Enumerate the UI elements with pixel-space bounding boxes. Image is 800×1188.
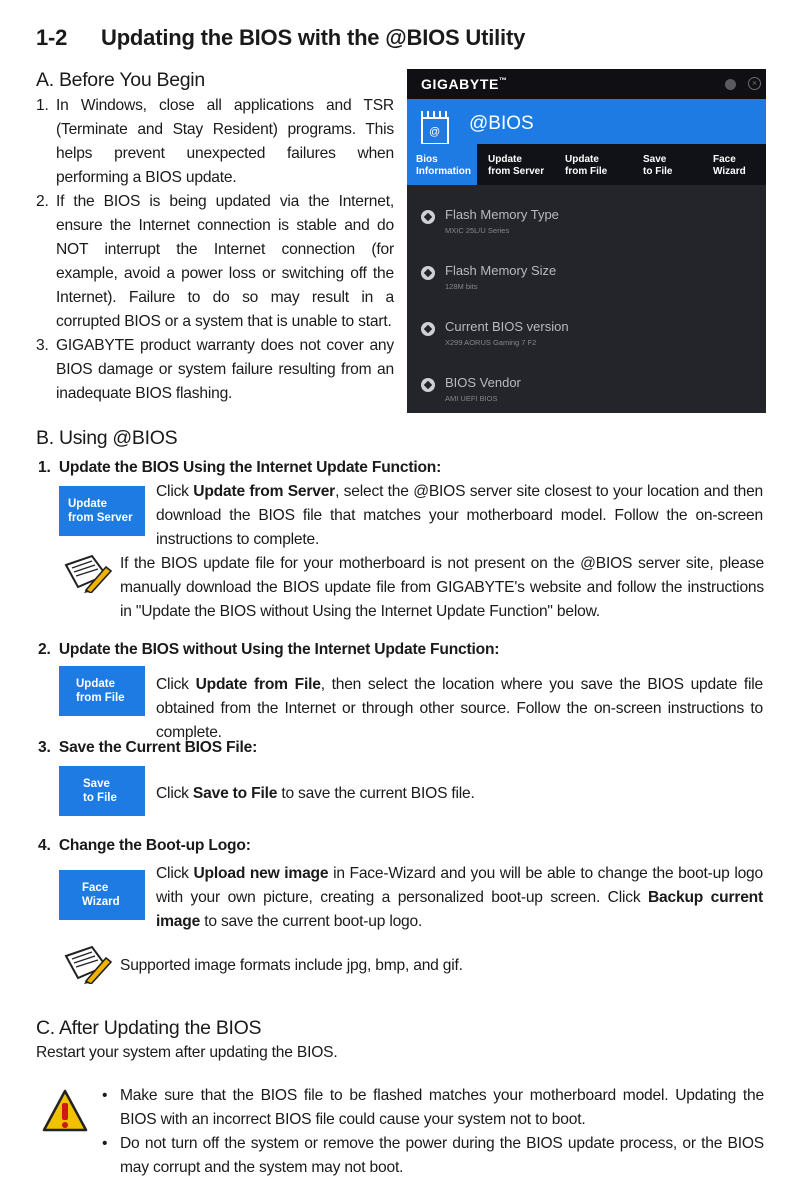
step2-title: 2. Update the BIOS without Using the Internet Update Function: xyxy=(38,641,500,658)
chip-icon xyxy=(421,117,449,145)
after-heading: C. After Updating the BIOS xyxy=(36,1017,262,1039)
face-wizard-button[interactable]: Face Wizard xyxy=(59,870,145,920)
cube-icon xyxy=(421,378,435,392)
bios-app-window xyxy=(407,69,766,413)
app-title: @BIOS xyxy=(469,113,534,134)
tab-update-from-server[interactable]: Update from Server xyxy=(488,154,545,177)
tab-face-wizard[interactable]: Face Wizard xyxy=(713,154,746,177)
cube-icon xyxy=(421,322,435,336)
step2-text: Click Update from File, then select the location where you save the BIOS update file obtained from the Internet or through other source. Follow the on-screen instructions to complete. xyxy=(156,676,763,741)
note-icon xyxy=(62,553,112,593)
step1-text: Click Update from Server, select the @BIOS server site closest to your location and then download the BIOS file that matches your motherboard model. Follow the on-screen instructions to complete. xyxy=(156,483,764,548)
brand-logo: GIGABYTE™ xyxy=(421,76,508,92)
tab-save-to-file[interactable]: Save to File xyxy=(643,154,673,177)
close-button[interactable]: × xyxy=(748,77,761,90)
after-text: Restart your system after updating the BIOS. xyxy=(36,1044,338,1061)
before-item-3: 3. GIGABYTE product warranty does not cover any BIOS damage or system failure resulting from an inadequate BIOS flashing. xyxy=(36,337,394,402)
section-title: Updating the BIOS with the @BIOS Utility xyxy=(101,25,526,50)
step4-title: 4. Change the Boot-up Logo: xyxy=(38,837,251,854)
step1-note: If the BIOS update file for your motherboard is not present on the @BIOS server site, please manually download the BIOS update file from GIGABYTE's website and follow the instructions in "Update the BIOS without Using the Internet Update Function" below. xyxy=(120,555,764,620)
warning-icon xyxy=(42,1088,88,1134)
using-heading: B. Using @BIOS xyxy=(36,427,178,449)
step4-note: Supported image formats include jpg, bmp, and gif. xyxy=(120,957,463,974)
warning-list xyxy=(100,1084,764,1180)
window-titlebar xyxy=(407,69,766,99)
save-to-file-button[interactable]: Save to File xyxy=(59,766,145,816)
tab-update-from-file[interactable]: Update from File xyxy=(565,154,608,177)
warning-item-2: • Do not turn off the system or remove the power during the BIOS update process, or the BIOS may corrupt and the system may not boot. xyxy=(100,1132,764,1180)
cube-icon xyxy=(421,266,435,280)
minimize-button[interactable] xyxy=(725,79,736,90)
step4-text: Click Upload new image in Face-Wizard and you will be able to change the boot-up logo with your own picture, creating a personalized boot-up screen. Click Backup current image to save the current boot-up logo. xyxy=(156,865,764,930)
tab-bios-information[interactable]: Bios Information xyxy=(407,144,477,185)
step3-title: 3. Save the Current BIOS File: xyxy=(38,739,258,756)
section-number: 1-2 xyxy=(36,25,68,50)
note-icon xyxy=(62,944,112,984)
before-item-1: 1. In Windows, close all applications and TSR (Terminate and Stay Resident) programs. This helps prevent unexpected failures when performing a BIOS update. xyxy=(36,97,394,186)
cube-icon xyxy=(421,210,435,224)
before-heading: A. Before You Begin xyxy=(36,69,205,91)
info-panel: Flash Memory Type MXIC 25L/U Series Flash Memory Size 128M bits Current BIOS version X299 AORUS Gaming 7 F2 BIOS Vendor AMI UEFI BIOS xyxy=(407,185,766,413)
before-list xyxy=(36,94,394,406)
warning-item-1: • Make sure that the BIOS file to be flashed matches your motherboard model. Updating the BIOS with an incorrect BIOS file could cause your system not to boot. xyxy=(100,1084,764,1132)
step3-text: Click Save to File to save the current BIOS file. xyxy=(156,785,475,802)
before-item-2: 2. If the BIOS is being updated via the Internet, ensure the Internet connection is stable and do NOT interrupt the Internet connection (for example, avoid a power loss or switching off the Internet). Failure to do so may result in a corrupted BIOS or a system that is unable to start. xyxy=(36,193,394,330)
update-from-server-button[interactable]: Update from Server xyxy=(59,486,145,536)
step1-title: 1. Update the BIOS Using the Internet Update Function: xyxy=(38,459,442,476)
update-from-file-button[interactable]: Update from File xyxy=(59,666,145,716)
